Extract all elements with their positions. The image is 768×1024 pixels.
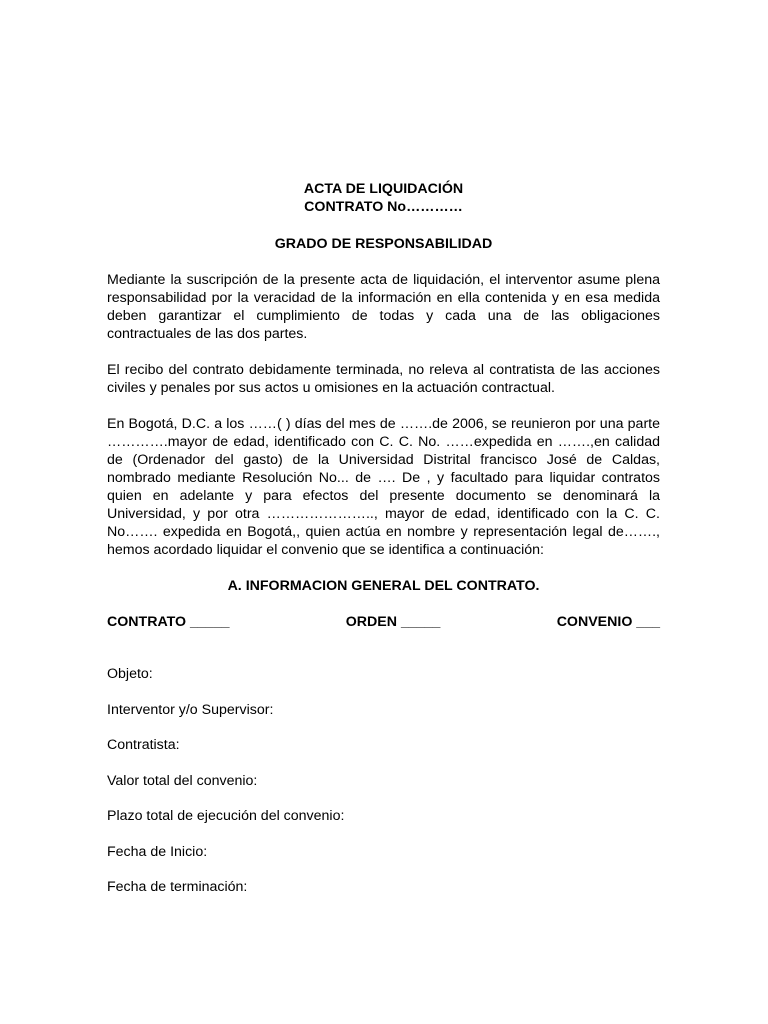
- type-convenio: CONVENIO ___: [556, 614, 660, 630]
- document-page: [107, 180, 660, 914]
- field-plazo-total: Plazo total de ejecución del convenio:: [107, 808, 345, 824]
- contract-number-line: CONTRATO No…………: [304, 199, 463, 215]
- section-a-heading: A. INFORMACION GENERAL DEL CONTRATO.: [227, 578, 540, 594]
- field-interventor: Interventor y/o Supervisor:: [107, 701, 274, 718]
- field-contratista: Contratista:: [107, 737, 180, 753]
- paragraph-parties: En Bogotá, D.C. a los ……( ) días del mes de …….de 2006, se reunieron por una parte ………….mayor de edad, identificado con C. C. No. ……expedida en …….,en calidad de (Ordenador del gasto) de la Universidad Distrital francisco José de Caldas, nombrado mediante Resolución No... de …. De , y facultado para liquidar contratos quien en adelante y para efectos del presente documento se denominará la Universidad, y por otra ………………….., mayor de edad, identificado con la C. C. No……. expedida en Bogotá,, quien actúa en nombre y representación legal de……., hemos acordado liquidar el convenio que se identifica a continuación:: [107, 416, 660, 558]
- type-orden: ORDEN _____: [345, 614, 441, 630]
- field-fecha-terminacion: Fecha de terminación:: [107, 879, 248, 895]
- document-title: ACTA DE LIQUIDACIÓN: [303, 181, 464, 197]
- contract-type-row: [107, 613, 660, 631]
- paragraph-receipt: El recibo del contrato debidamente terminada, no releva al contratista de las acciones civiles y penales por sus actos u omisiones en la actuación contractual.: [107, 362, 660, 396]
- field-fecha-inicio: Fecha de Inicio:: [107, 843, 208, 860]
- field-objeto: Objeto:: [107, 666, 153, 682]
- responsibility-heading: GRADO DE RESPONSABILIDAD: [274, 236, 493, 252]
- paragraph-responsibility: Mediante la suscripción de la presente acta de liquidación, el interventor asume plena responsabilidad por la veracidad de la información en ella contenida y en esa medida deben garantizar el cumplimiento de todas y cada una de las obligaciones contractuales de las dos partes.: [107, 272, 660, 342]
- field-valor-total: Valor total del convenio:: [107, 772, 258, 789]
- contract-info-fields: [107, 665, 660, 896]
- type-contrato: CONTRATO _____: [107, 614, 230, 630]
